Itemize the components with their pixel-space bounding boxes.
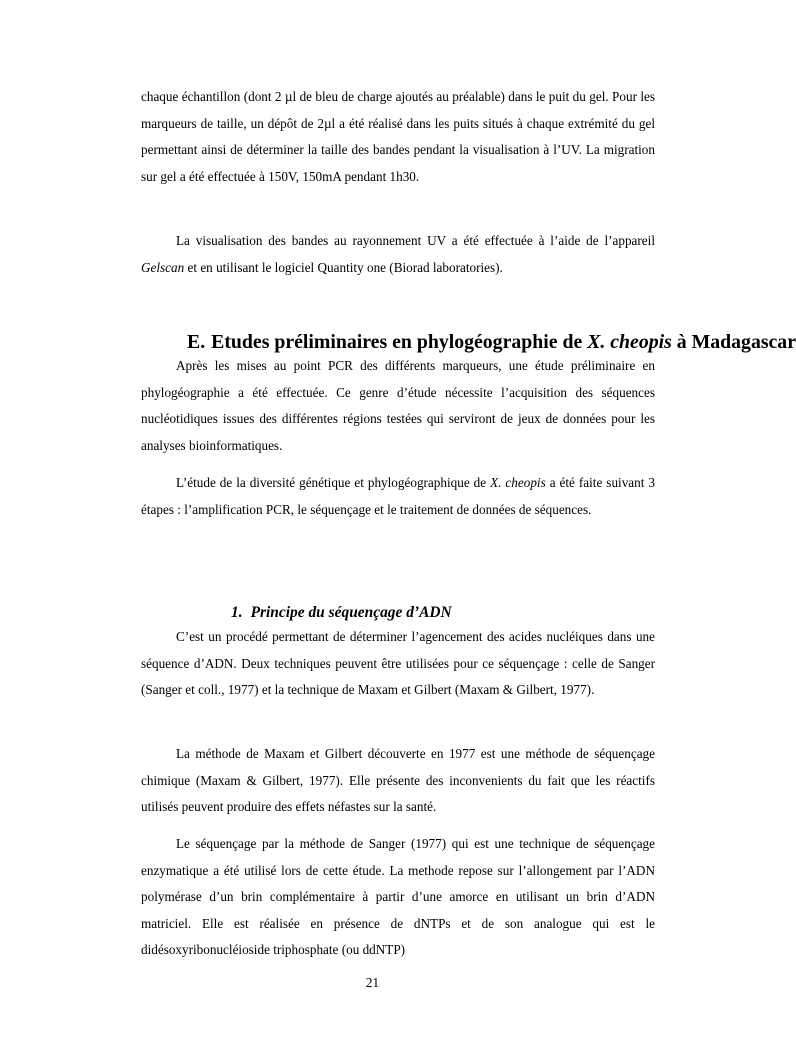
paragraph-text: et en utilisant le logiciel Quantity one (Biorad laboratories). <box>184 259 503 275</box>
page-number: 21 <box>365 975 380 990</box>
paragraph-text: L’étude de la diversité génétique et phylogéographique de <box>176 475 491 490</box>
paragraph-phylogeography-intro: Après les mises au point PCR des différents marqueurs, une étude préliminaire en phylogéographie a été effectuée. Ce genre d’étude nécessite l’acquisition des séquences nucléotidiques issues des différentes régions testées qui serviront de jeux de données pour les analyses bioinformatiques. <box>141 358 655 453</box>
species-name: X. cheopis <box>490 475 546 490</box>
section-heading-e <box>187 330 796 354</box>
paragraph-text: La visualisation des bandes au rayonnement UV a été effectuée à l’aide de l’appareil <box>176 233 655 248</box>
section-title-end: à Madagascar <box>671 331 796 353</box>
section-number: E. <box>187 331 206 353</box>
paragraph-text: a été faite suivant 3 étapes : l’amplification PCR, le séquençage et le traitement de données de séquences. <box>141 475 655 517</box>
paragraph-maxam-gilbert: La méthode de Maxam et Gilbert découverte en 1977 est une méthode de séquençage chimique (Maxam & Gilbert, 1977). Elle présente des inconvenients du fait que les réactifs utilisés peuvent produire des effets néfastes sur la santé. <box>141 746 655 815</box>
subsection-number: 1. <box>231 604 243 621</box>
italic-term-gelscan: Gelscan <box>141 259 185 275</box>
section-title: Etudes préliminaires en phylogéographie de <box>211 331 588 353</box>
paragraph-uv-visualisation <box>141 228 655 281</box>
subsection-heading-1 <box>231 601 452 625</box>
subsection-title: Principe du séquençage d’ADN <box>250 604 452 621</box>
paragraph-gel-loading: chaque échantillon (dont 2 µl de bleu de charge ajoutés au préalable) dans le puit du gel. Pour les marqueurs de taille, un dépôt de 2µl a été réalisé dans les puits situés à chaque extrémité du gel permettant ainsi de déterminer la taille des bandes pendant la visualisation à l’UV. La migration sur gel a été effectuée à 150V, 150mA pendant 1h30. <box>141 89 655 184</box>
paragraph-sanger-method: Le séquençage par la méthode de Sanger (1977) qui est une technique de séquençage enzymatique a été utilisé lors de cette étude. La methode repose sur l’allongement par l’ADN polymérase d’un brin complémentaire à partir d’une amorce en utilisant un brin d’ADN matriciel. Elle est réalisée en présence de dNTPs et de son analogue qui est le didésoxyribonucléioside triphosphate (ou ddNTP) <box>141 836 655 958</box>
paragraph-study-steps <box>141 470 655 523</box>
paragraph-sequencing-principle: C’est un procédé permettant de déterminer l’agencement des acides nucléiques dans une séquence d’ADN. Deux techniques peuvent être utilisées pour ce séquençage : celle de Sanger (Sanger et coll., 1977) et la technique de Maxam et Gilbert (Maxam & Gilbert, 1977). <box>141 629 655 698</box>
species-name: X. cheopis <box>587 331 672 353</box>
